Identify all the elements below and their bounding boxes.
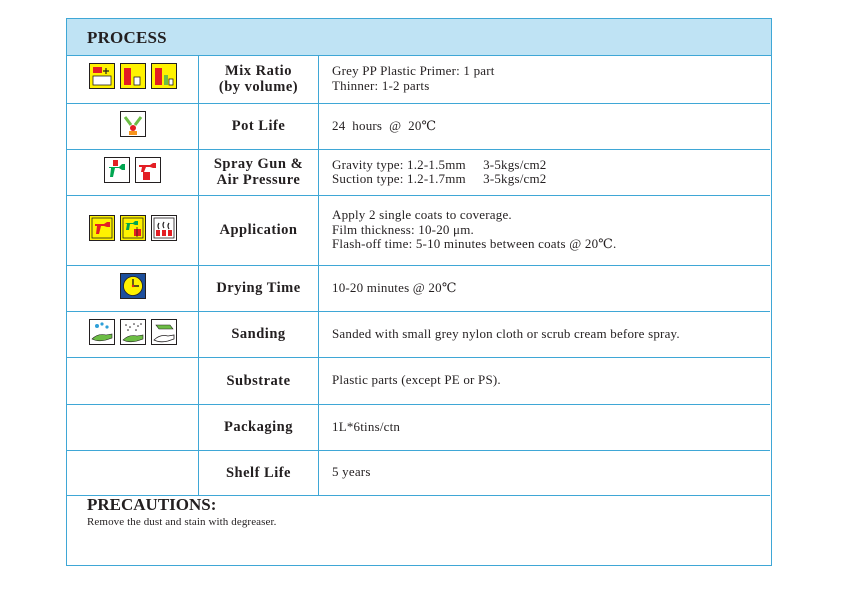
precautions-title: PRECAUTIONS: <box>87 495 217 514</box>
row-value: 10-20 minutes @ 20℃ <box>319 265 771 311</box>
row-value: Sanded with small grey nylon cloth or scrub cream before spray. <box>319 311 771 357</box>
table-row <box>67 103 770 149</box>
row-value: 24 hours @ 20℃ <box>319 103 771 149</box>
row-value: Gravity type: 1.2-1.5mm 3-5kgs/cm2 Suction type: 1.2-1.7mm 3-5kgs/cm2 <box>319 149 771 195</box>
row-value: Apply 2 single coats to coverage. Film thickness: 10-20 μm. Flash-off time: 5-10 minutes between coats @ 20℃. <box>319 195 771 265</box>
clock-icon <box>120 273 146 299</box>
process-sheet <box>66 18 772 566</box>
row-value: 5 years <box>319 450 771 495</box>
process-table <box>67 55 770 496</box>
film-thickness-icon <box>120 215 146 241</box>
precautions-text: Remove the dust and stain with degreaser. <box>87 516 277 528</box>
icon-cell <box>67 265 199 311</box>
row-value: Grey PP Plastic Primer: 1 part Thinner: 1-2 parts <box>319 55 771 103</box>
row-label: Sanding <box>199 311 319 357</box>
scrub-icon <box>151 319 177 345</box>
icon-cell <box>67 311 199 357</box>
row-label: Spray Gun & Air Pressure <box>199 149 319 195</box>
row-label: Shelf Life <box>199 450 319 495</box>
dry-sanding-icon <box>120 319 146 345</box>
table-row <box>67 195 770 265</box>
apply-coats-icon <box>89 215 115 241</box>
row-label: Application <box>199 195 319 265</box>
table-row <box>67 357 770 404</box>
table-row <box>67 404 770 450</box>
table-row <box>67 265 770 311</box>
primer-part-icon <box>120 63 146 89</box>
pot-life-icon <box>120 111 146 137</box>
icon-cell <box>67 195 199 265</box>
icon-cell <box>67 55 199 103</box>
table-row <box>67 450 770 495</box>
row-value: Plastic parts (except PE or PS). <box>319 357 771 404</box>
icon-cell <box>67 357 199 404</box>
icon-cell <box>67 149 199 195</box>
icon-cell <box>67 103 199 149</box>
mix-ratio-icon <box>89 63 115 89</box>
row-label: Mix Ratio (by volume) <box>199 55 319 103</box>
table-row <box>67 311 770 357</box>
row-label: Packaging <box>199 404 319 450</box>
spray-gun-suction-icon <box>135 157 161 183</box>
thinner-part-icon <box>151 63 177 89</box>
icon-cell <box>67 404 199 450</box>
wet-sanding-icon <box>89 319 115 345</box>
table-row <box>67 55 770 103</box>
table-row <box>67 149 770 195</box>
precautions <box>87 495 277 528</box>
process-title: PROCESS <box>87 28 167 47</box>
flash-off-icon <box>151 215 177 241</box>
row-label: Pot Life <box>199 103 319 149</box>
row-value: 1L*6tins/ctn <box>319 404 771 450</box>
process-header <box>67 19 771 56</box>
icon-cell <box>67 450 199 495</box>
row-label: Substrate <box>199 357 319 404</box>
row-label: Drying Time <box>199 265 319 311</box>
spray-gun-gravity-icon <box>104 157 130 183</box>
